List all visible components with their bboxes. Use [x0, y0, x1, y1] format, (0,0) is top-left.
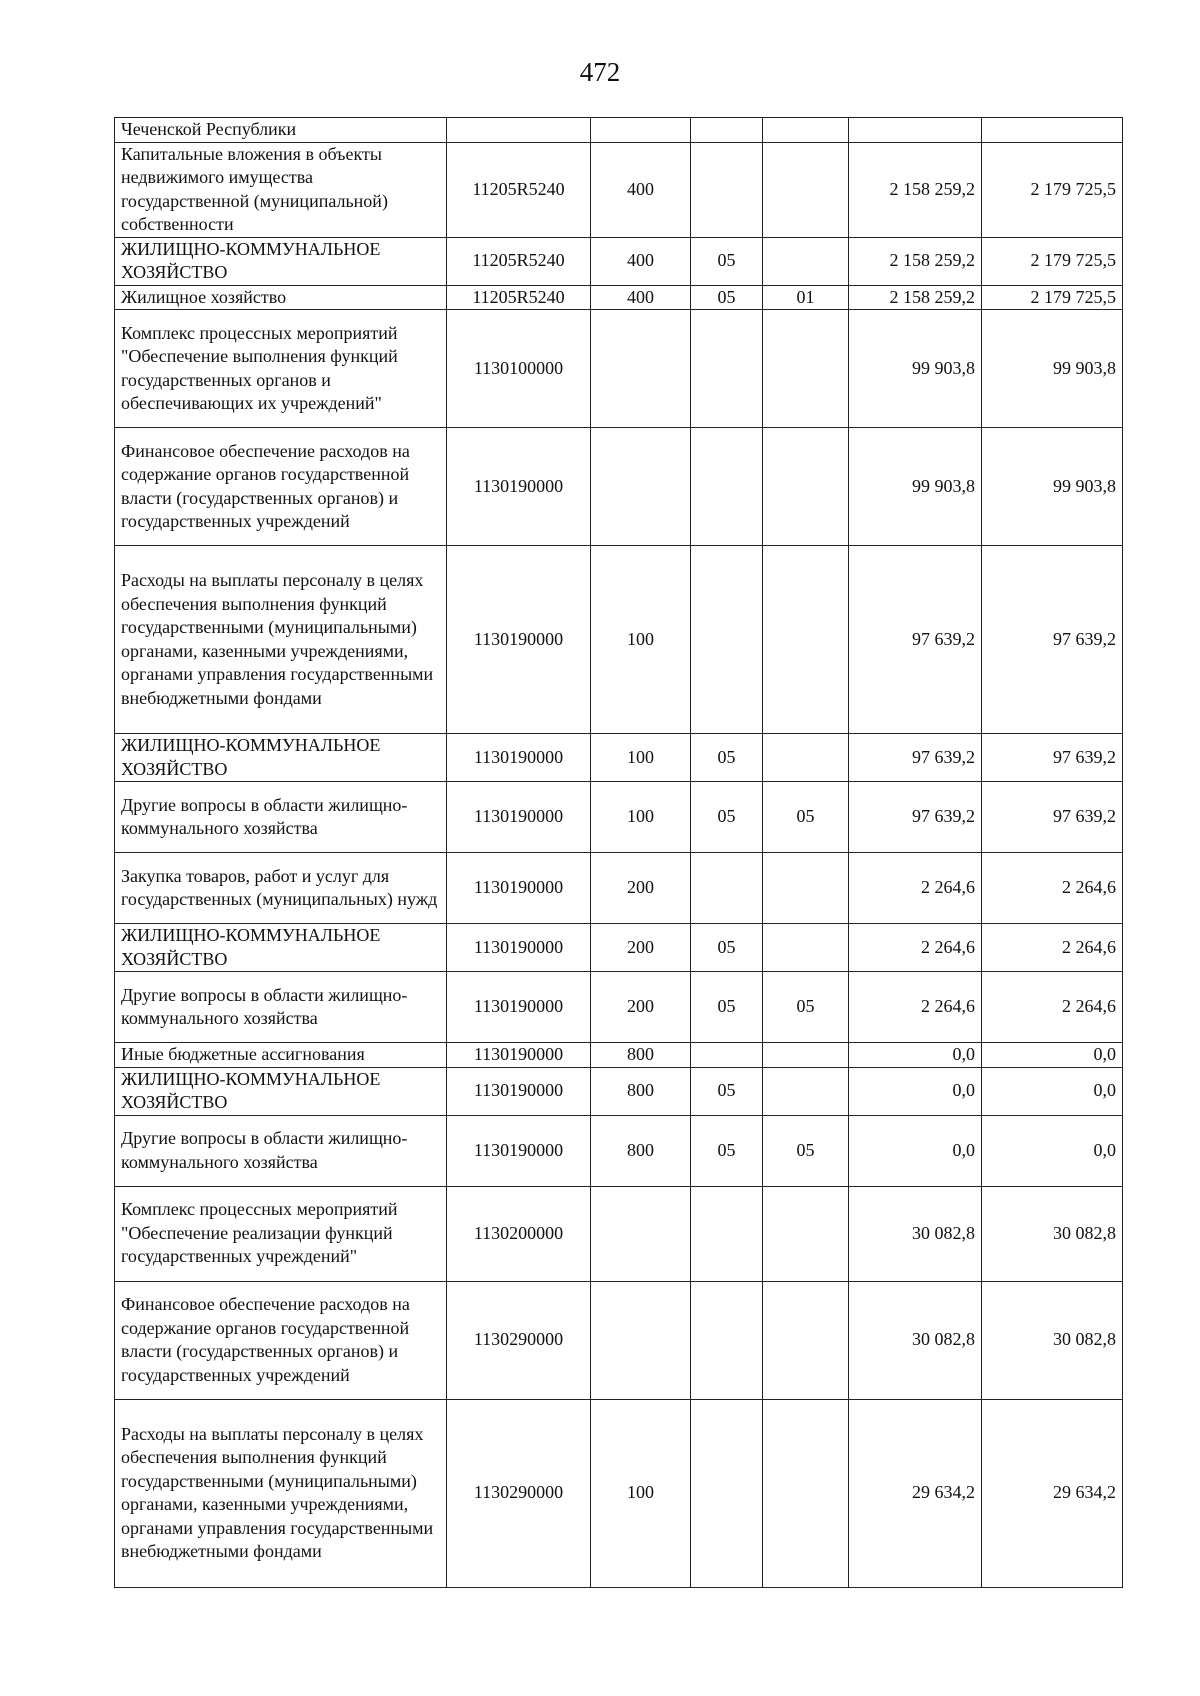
- table-row: [115, 1043, 1123, 1068]
- amount-year-1-cell: 97 639,2: [849, 782, 982, 853]
- amount-year-1-cell: 2 158 259,2: [849, 237, 982, 285]
- item-name-cell: Другие вопросы в области жилищно-коммунального хозяйства: [115, 972, 447, 1043]
- amount-year-2-cell: 97 639,2: [982, 546, 1123, 734]
- amount-year-1-cell: 2 264,6: [849, 853, 982, 924]
- table-row: [115, 972, 1123, 1043]
- amount-year-2-cell: 2 264,6: [982, 972, 1123, 1043]
- subsection-cell: [763, 924, 849, 972]
- amount-year-1-cell: 0,0: [849, 1067, 982, 1115]
- expense-kind-cell: [591, 118, 691, 143]
- table-row: [115, 310, 1123, 428]
- section-cell: [691, 1399, 763, 1587]
- amount-year-1-cell: 2 158 259,2: [849, 142, 982, 237]
- amount-year-1-cell: 30 082,8: [849, 1281, 982, 1399]
- target-article-cell: 1130290000: [447, 1399, 591, 1587]
- expense-kind-cell: 800: [591, 1115, 691, 1186]
- section-cell: 05: [691, 285, 763, 310]
- amount-year-1-cell: 97 639,2: [849, 734, 982, 782]
- item-name-cell: Комплекс процессных мероприятий "Обеспечение реализации функций государственных учреждений": [115, 1186, 447, 1281]
- amount-year-2-cell: 0,0: [982, 1067, 1123, 1115]
- item-name-cell: Закупка товаров, работ и услуг для государственных (муниципальных) нужд: [115, 853, 447, 924]
- section-cell: [691, 1186, 763, 1281]
- amount-year-2-cell: 2 179 725,5: [982, 285, 1123, 310]
- section-cell: [691, 142, 763, 237]
- subsection-cell: 05: [763, 972, 849, 1043]
- amount-year-2-cell: 99 903,8: [982, 310, 1123, 428]
- subsection-cell: [763, 734, 849, 782]
- section-cell: [691, 428, 763, 546]
- table-row: [115, 1115, 1123, 1186]
- subsection-cell: [763, 853, 849, 924]
- target-article-cell: 1130190000: [447, 546, 591, 734]
- table-row: [115, 142, 1123, 237]
- expense-kind-cell: 200: [591, 853, 691, 924]
- expense-kind-cell: 100: [591, 1399, 691, 1587]
- target-article-cell: 1130290000: [447, 1281, 591, 1399]
- table-row: [115, 853, 1123, 924]
- section-cell: [691, 1043, 763, 1068]
- item-name-cell: Финансовое обеспечение расходов на содержание органов государственной власти (государственных органов) и государственных учреждений: [115, 428, 447, 546]
- target-article-cell: 1130200000: [447, 1186, 591, 1281]
- item-name-cell: Иные бюджетные ассигнования: [115, 1043, 447, 1068]
- amount-year-2-cell: 2 179 725,5: [982, 237, 1123, 285]
- expense-kind-cell: 200: [591, 924, 691, 972]
- target-article-cell: 1130190000: [447, 428, 591, 546]
- page-number: 472: [579, 57, 621, 87]
- amount-year-2-cell: 97 639,2: [982, 734, 1123, 782]
- expense-kind-cell: [591, 428, 691, 546]
- target-article-cell: 1130100000: [447, 310, 591, 428]
- item-name-cell: ЖИЛИЩНО-КОММУНАЛЬНОЕ ХОЗЯЙСТВО: [115, 734, 447, 782]
- section-cell: [691, 546, 763, 734]
- target-article-cell: 1130190000: [447, 1043, 591, 1068]
- expense-kind-cell: 100: [591, 782, 691, 853]
- expense-kind-cell: 200: [591, 972, 691, 1043]
- amount-year-2-cell: [982, 118, 1123, 143]
- table-row: [115, 924, 1123, 972]
- table-row: [115, 1281, 1123, 1399]
- item-name-cell: Чеченской Республики: [115, 118, 447, 143]
- amount-year-1-cell: 2 158 259,2: [849, 285, 982, 310]
- section-cell: 05: [691, 1067, 763, 1115]
- expense-kind-cell: 800: [591, 1067, 691, 1115]
- subsection-cell: [763, 546, 849, 734]
- table-row: [115, 237, 1123, 285]
- subsection-cell: [763, 142, 849, 237]
- table-row: [115, 1067, 1123, 1115]
- expense-kind-cell: [591, 1186, 691, 1281]
- target-article-cell: 1130190000: [447, 1115, 591, 1186]
- amount-year-2-cell: 99 903,8: [982, 428, 1123, 546]
- item-name-cell: Другие вопросы в области жилищно-коммунального хозяйства: [115, 1115, 447, 1186]
- item-name-cell: Капитальные вложения в объекты недвижимого имущества государственной (муниципальной) собственности: [115, 142, 447, 237]
- amount-year-2-cell: 30 082,8: [982, 1186, 1123, 1281]
- subsection-cell: 05: [763, 1115, 849, 1186]
- amount-year-1-cell: 2 264,6: [849, 972, 982, 1043]
- section-cell: 05: [691, 972, 763, 1043]
- amount-year-1-cell: 29 634,2: [849, 1399, 982, 1587]
- target-article-cell: 11205R5240: [447, 237, 591, 285]
- item-name-cell: Комплекс процессных мероприятий "Обеспечение выполнения функций государственных органов и обеспечивающих их учреждений": [115, 310, 447, 428]
- expense-kind-cell: 100: [591, 546, 691, 734]
- subsection-cell: [763, 1043, 849, 1068]
- table-row: [115, 428, 1123, 546]
- expense-kind-cell: [591, 310, 691, 428]
- target-article-cell: 1130190000: [447, 972, 591, 1043]
- target-article-cell: 11205R5240: [447, 285, 591, 310]
- table-row: [115, 118, 1123, 143]
- item-name-cell: ЖИЛИЩНО-КОММУНАЛЬНОЕ ХОЗЯЙСТВО: [115, 924, 447, 972]
- amount-year-1-cell: 99 903,8: [849, 310, 982, 428]
- item-name-cell: ЖИЛИЩНО-КОММУНАЛЬНОЕ ХОЗЯЙСТВО: [115, 237, 447, 285]
- subsection-cell: [763, 428, 849, 546]
- section-cell: [691, 118, 763, 143]
- item-name-cell: Расходы на выплаты персоналу в целях обеспечения выполнения функций государственными (муниципальными) органами, казенными учреждениями, органами управления государственными внебюджетными фондами: [115, 1399, 447, 1587]
- amount-year-1-cell: 2 264,6: [849, 924, 982, 972]
- amount-year-2-cell: 2 179 725,5: [982, 142, 1123, 237]
- amount-year-2-cell: 2 264,6: [982, 924, 1123, 972]
- subsection-cell: 01: [763, 285, 849, 310]
- subsection-cell: [763, 310, 849, 428]
- section-cell: 05: [691, 924, 763, 972]
- amount-year-2-cell: 30 082,8: [982, 1281, 1123, 1399]
- subsection-cell: [763, 1281, 849, 1399]
- amount-year-1-cell: 0,0: [849, 1043, 982, 1068]
- subsection-cell: [763, 237, 849, 285]
- expense-kind-cell: 400: [591, 142, 691, 237]
- expense-kind-cell: 800: [591, 1043, 691, 1068]
- target-article-cell: [447, 118, 591, 143]
- target-article-cell: 1130190000: [447, 924, 591, 972]
- item-name-cell: Финансовое обеспечение расходов на содержание органов государственной власти (государственных органов) и государственных учреждений: [115, 1281, 447, 1399]
- table-row: [115, 546, 1123, 734]
- subsection-cell: [763, 1399, 849, 1587]
- target-article-cell: 1130190000: [447, 1067, 591, 1115]
- target-article-cell: 1130190000: [447, 782, 591, 853]
- amount-year-2-cell: 29 634,2: [982, 1399, 1123, 1587]
- expense-kind-cell: [591, 1281, 691, 1399]
- item-name-cell: Другие вопросы в области жилищно-коммунального хозяйства: [115, 782, 447, 853]
- amount-year-1-cell: 30 082,8: [849, 1186, 982, 1281]
- section-cell: 05: [691, 782, 763, 853]
- expense-kind-cell: 400: [591, 285, 691, 310]
- section-cell: 05: [691, 1115, 763, 1186]
- budget-table: [114, 117, 1123, 1588]
- section-cell: 05: [691, 734, 763, 782]
- budget-table-body: [115, 118, 1123, 1588]
- amount-year-2-cell: 0,0: [982, 1115, 1123, 1186]
- expense-kind-cell: 400: [591, 237, 691, 285]
- subsection-cell: [763, 1186, 849, 1281]
- table-row: [115, 285, 1123, 310]
- section-cell: [691, 853, 763, 924]
- item-name-cell: ЖИЛИЩНО-КОММУНАЛЬНОЕ ХОЗЯЙСТВО: [115, 1067, 447, 1115]
- amount-year-2-cell: 0,0: [982, 1043, 1123, 1068]
- amount-year-1-cell: 0,0: [849, 1115, 982, 1186]
- table-row: [115, 734, 1123, 782]
- target-article-cell: 11205R5240: [447, 142, 591, 237]
- amount-year-1-cell: 97 639,2: [849, 546, 982, 734]
- section-cell: [691, 310, 763, 428]
- amount-year-2-cell: 97 639,2: [982, 782, 1123, 853]
- amount-year-1-cell: [849, 118, 982, 143]
- section-cell: [691, 1281, 763, 1399]
- table-row: [115, 782, 1123, 853]
- expense-kind-cell: 100: [591, 734, 691, 782]
- amount-year-1-cell: 99 903,8: [849, 428, 982, 546]
- target-article-cell: 1130190000: [447, 734, 591, 782]
- amount-year-2-cell: 2 264,6: [982, 853, 1123, 924]
- subsection-cell: [763, 118, 849, 143]
- target-article-cell: 1130190000: [447, 853, 591, 924]
- item-name-cell: Жилищное хозяйство: [115, 285, 447, 310]
- section-cell: 05: [691, 237, 763, 285]
- subsection-cell: 05: [763, 782, 849, 853]
- subsection-cell: [763, 1067, 849, 1115]
- table-row: [115, 1399, 1123, 1587]
- item-name-cell: Расходы на выплаты персоналу в целях обеспечения выполнения функций государственными (муниципальными) органами, казенными учреждениями, органами управления государственными внебюджетными фондами: [115, 546, 447, 734]
- table-row: [115, 1186, 1123, 1281]
